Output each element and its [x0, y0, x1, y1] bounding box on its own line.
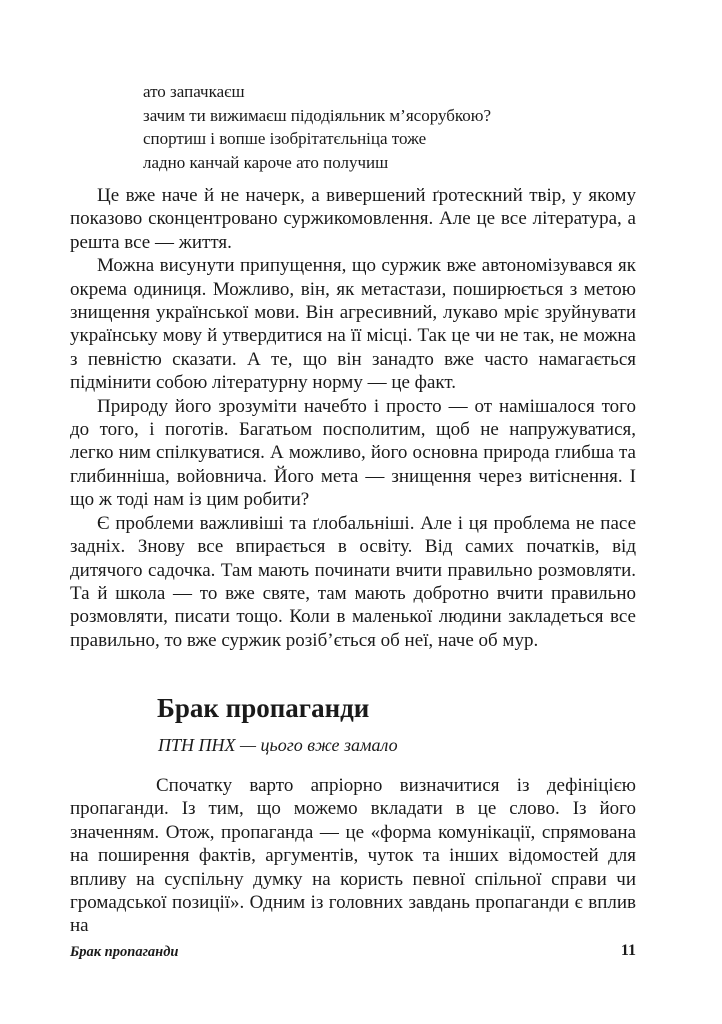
body-text — [70, 184, 636, 652]
page-number: 11 — [620, 942, 636, 959]
section-epigraph: ПТН ПНХ — цього вже замало — [158, 735, 398, 755]
verse-line: спортиш і вопше ізобрітатєльніца тоже — [143, 129, 427, 148]
verse-line: зачим ти вижимаєш підодіяльник м’ясорубкою? — [143, 105, 492, 125]
running-footer-title: Брак пропаганди — [70, 944, 179, 960]
paragraph: Спочатку варто апріорно визначитися із дефініцією пропаганди. Із тим, що можемо вкладати в це слово. Із його значенням. Отож, пропаганда — це «форма комунікації, спрямована на поширення фактів, аргументів, чуток та інших відомостей для впливу на суспільну думку на користь певної спільної справи чи громадської позиції». Одним із головних завдань пропаганди є вплив на — [70, 775, 636, 937]
verse-line: ато запачкаєш — [143, 82, 245, 101]
section-heading: Брак пропаганди — [157, 693, 370, 723]
verse-line: ладно канчай кароче ато получиш — [143, 152, 389, 172]
verse-quote — [143, 80, 603, 174]
paragraph: Природу його зрозуміти начебто і просто — от намішалося того до того, і поготів. Багатьом посполитим, щоб не напружуватися, легко ним спілкуватися. А можливо, його основна природа глибша та глибинніша, войовнича. Його мета — знищення через витіснення. І що ж тоді нам із цим робити? — [70, 395, 636, 511]
section-body-text — [70, 774, 636, 938]
paragraph: Є проблеми важливіші та ґлобальніші. Але і ця проблема не пасе задніх. Знову все впирається в освіту. Від самих початків, від дитячого садочка. Там мають починати вчити правильно розмовляти. Та й школа — то вже святе, там мають добротно вчити правильно розмовляти, писати тощо. Коли в маленької людини закладеться все правильно, то вже суржик розіб’ється об неї, наче об мур. — [70, 512, 636, 651]
paragraph: Можна висунути припущення, що суржик вже автономізувався як окрема одиниця. Можливо, він, як метастази, поширюється з метою знищення української мови. Він агресивний, лукаво мріє зруйнувати українську мову й утвердитися на її місці. Так це чи не так, не можна з певністю сказати. А те, що він занадто вже часто намагається підмінити собою літературну норму — це факт. — [70, 255, 636, 394]
paragraph: Це вже наче й не начерк, а вивершений ґротескний твір, у якому показово сконцентровано суржикомовлення. Але це все література, а решта все — життя. — [70, 185, 636, 253]
